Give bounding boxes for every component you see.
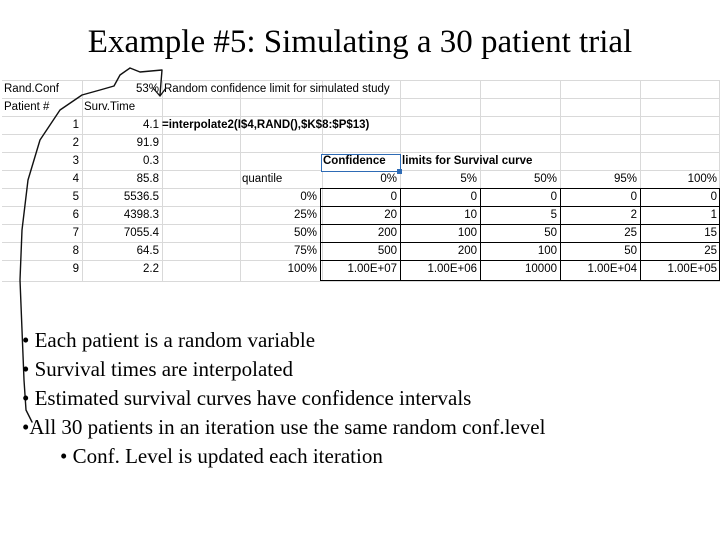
table-cell[interactable]: 1 [710, 209, 717, 221]
patient-number[interactable]: 9 [72, 263, 79, 275]
table-cell[interactable]: 10000 [525, 263, 557, 275]
patient-number[interactable]: 4 [72, 173, 79, 185]
rand-conf-value[interactable]: 53% [135, 83, 159, 95]
quantile-level[interactable]: 25% [293, 209, 317, 221]
header-cell[interactable]: 95% [613, 173, 637, 185]
patient-number[interactable]: 3 [72, 155, 79, 167]
patient-number[interactable]: 8 [72, 245, 79, 257]
quantile-level[interactable]: 50% [293, 227, 317, 239]
rand-conf-description[interactable]: Random confidence limit for simulated study [164, 83, 390, 95]
surv-time[interactable]: 64.5 [136, 245, 159, 257]
quantile-level[interactable]: 75% [293, 245, 317, 257]
surv-time[interactable]: 2.2 [143, 263, 159, 275]
table-cell[interactable]: 1.00E+07 [347, 263, 397, 275]
surv-time[interactable]: 85.8 [136, 173, 159, 185]
table-cell[interactable]: 5 [550, 209, 557, 221]
header-cell[interactable]: 100% [687, 173, 717, 185]
bullet-sub-item: • Conf. Level is updated each iteration [60, 444, 383, 468]
table-cell[interactable]: 25 [624, 227, 637, 239]
quantile-level[interactable]: 0% [300, 191, 317, 203]
bullet-list [22, 326, 545, 471]
surv-time[interactable]: 4398.3 [123, 209, 159, 221]
quantile-level[interactable]: 100% [287, 263, 317, 275]
table-cell[interactable]: 100 [457, 227, 477, 239]
table-cell[interactable]: 0 [630, 191, 637, 203]
table-cell[interactable]: 50 [624, 245, 637, 257]
bullet-item: • Estimated survival curves have confidence intervals [22, 386, 472, 410]
formula-cell[interactable]: =interpolate2(I$4,RAND(),$K$8:$P$13) [162, 119, 370, 131]
bullet-item: •All 30 patients in an iteration use the same random conf.level [22, 415, 546, 439]
patient-number[interactable]: 5 [72, 191, 79, 203]
patient-number[interactable]: 1 [72, 119, 79, 131]
table-cell[interactable]: 200 [377, 227, 397, 239]
surv-time[interactable]: 5536.5 [123, 191, 159, 203]
confidence-label: Confidence [323, 155, 386, 167]
patient-number[interactable]: 2 [72, 137, 79, 149]
header-cell[interactable]: 50% [533, 173, 557, 185]
table-cell[interactable]: 1.00E+04 [587, 263, 637, 275]
table-cell[interactable]: 15 [704, 227, 717, 239]
header-cell[interactable]: 0% [380, 173, 397, 185]
patient-number[interactable]: 6 [72, 209, 79, 221]
table-cell[interactable]: 25 [704, 245, 717, 257]
surv-time[interactable]: 4.1 [143, 119, 159, 131]
patient-header[interactable]: Patient # [4, 101, 50, 113]
table-cell[interactable]: 0 [390, 191, 397, 203]
table-cell[interactable]: 20 [384, 209, 397, 221]
surv-time[interactable]: 91.9 [136, 137, 159, 149]
table-cell[interactable]: 50 [544, 227, 557, 239]
confidence-limits-label: limits for Survival curve [402, 155, 533, 167]
surv-time-header[interactable]: Surv.Time [84, 101, 136, 113]
table-cell[interactable]: 100 [537, 245, 557, 257]
quantile-label: quantile [242, 173, 283, 185]
table-cell[interactable]: 0 [710, 191, 717, 203]
table-cell[interactable]: 1.00E+05 [667, 263, 717, 275]
patient-number[interactable]: 7 [72, 227, 79, 239]
slide-title: Example #5: Simulating a 30 patient trial [87, 24, 633, 60]
table-cell[interactable]: 0 [470, 191, 477, 203]
header-cell[interactable]: 5% [460, 173, 477, 185]
bullet-item: • Survival times are interpolated [22, 357, 293, 381]
table-cell[interactable]: 10 [464, 209, 477, 221]
bullet-item: • Each patient is a random variable [22, 328, 316, 352]
table-cell[interactable]: 500 [377, 245, 397, 257]
cell-a1[interactable]: Rand.Conf [4, 83, 59, 95]
table-cell[interactable]: 200 [457, 245, 477, 257]
table-cell[interactable]: 2 [630, 209, 637, 221]
table-cell[interactable]: 1.00E+06 [427, 263, 477, 275]
table-cell[interactable]: 0 [550, 191, 557, 203]
surv-time[interactable]: 0.3 [143, 155, 159, 167]
surv-time[interactable]: 7055.4 [123, 227, 159, 239]
